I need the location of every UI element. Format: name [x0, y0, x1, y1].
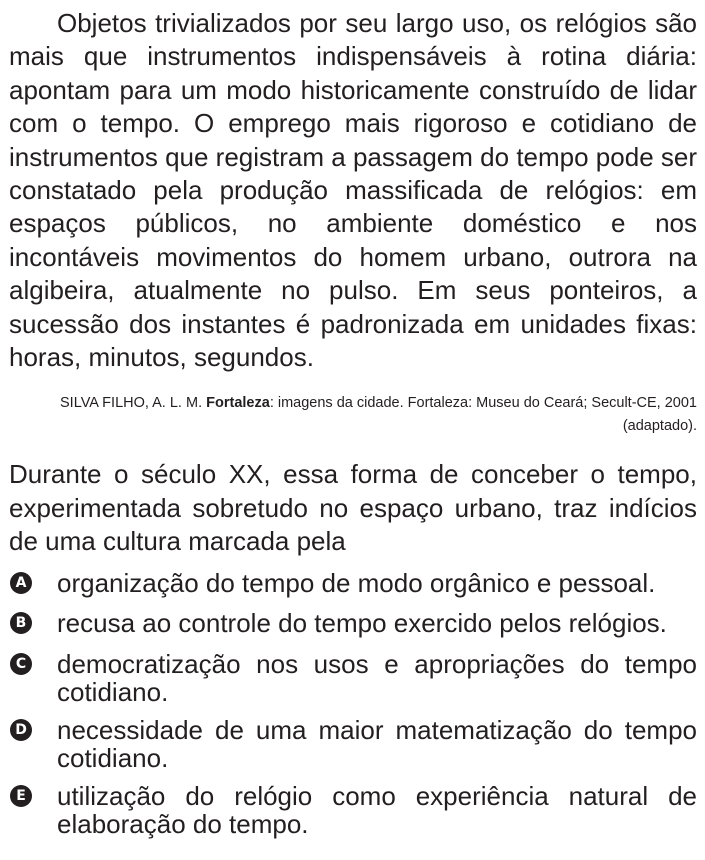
source-citation [9, 392, 697, 438]
option-e[interactable] [9, 782, 697, 839]
option-d-text: necessidade de uma maior matematização do tempo cotidiano. [57, 714, 697, 774]
option-d[interactable] [9, 716, 697, 773]
option-a-text: organização do tempo de modo orgânico e pessoal. [57, 567, 656, 598]
option-a-letter-icon: A [10, 572, 32, 594]
citation-rest: : imagens da cidade. Fortaleza: Museu do Ceará; Secult-CE, 2001 (adaptado). [269, 395, 697, 435]
option-c[interactable] [9, 650, 697, 707]
option-b[interactable] [9, 609, 697, 638]
option-e-text: utilização do relógio como experiência natural de elaboração do tempo. [57, 780, 697, 840]
option-e-letter-icon: E [10, 785, 32, 807]
answer-options [9, 569, 697, 839]
citation-title: Fortaleza [206, 395, 270, 412]
option-c-text: democratização nos usos e apropriações do tempo cotidiano. [57, 648, 697, 708]
question-stem: Durante o século XX, essa forma de conceber o tempo, experimentada sobretudo no espaço urbano, traz indícios de uma cultura marcada pela [9, 459, 697, 557]
option-a[interactable] [9, 569, 697, 598]
question-page [9, 7, 697, 848]
citation-author: SILVA FILHO, A. L. M. [60, 395, 203, 412]
option-b-text: recusa ao controle do tempo exercido pelos relógios. [57, 608, 667, 639]
option-b-letter-icon: B [10, 612, 32, 634]
source-passage: Objetos trivializados por seu largo uso, os relógios são mais que instrumentos indispensáveis à rotina diária: apontam para um modo historicamente construído de lidar com o tempo. O emprego mais rigoroso e cotidiano de instrumentos que registram a passagem do tempo pode ser constatado pela produção massificada de relógios: em espaços públicos, no ambiente doméstico e nos incontáveis movimentos do homem urbano, outrora na algibeira, atualmente no pulso. Em seus ponteiros, a sucessão dos instantes é padronizada em unidades fixas: horas, minutos, segundos. [9, 8, 697, 373]
option-c-letter-icon: C [10, 653, 32, 675]
option-d-letter-icon: D [10, 719, 32, 741]
